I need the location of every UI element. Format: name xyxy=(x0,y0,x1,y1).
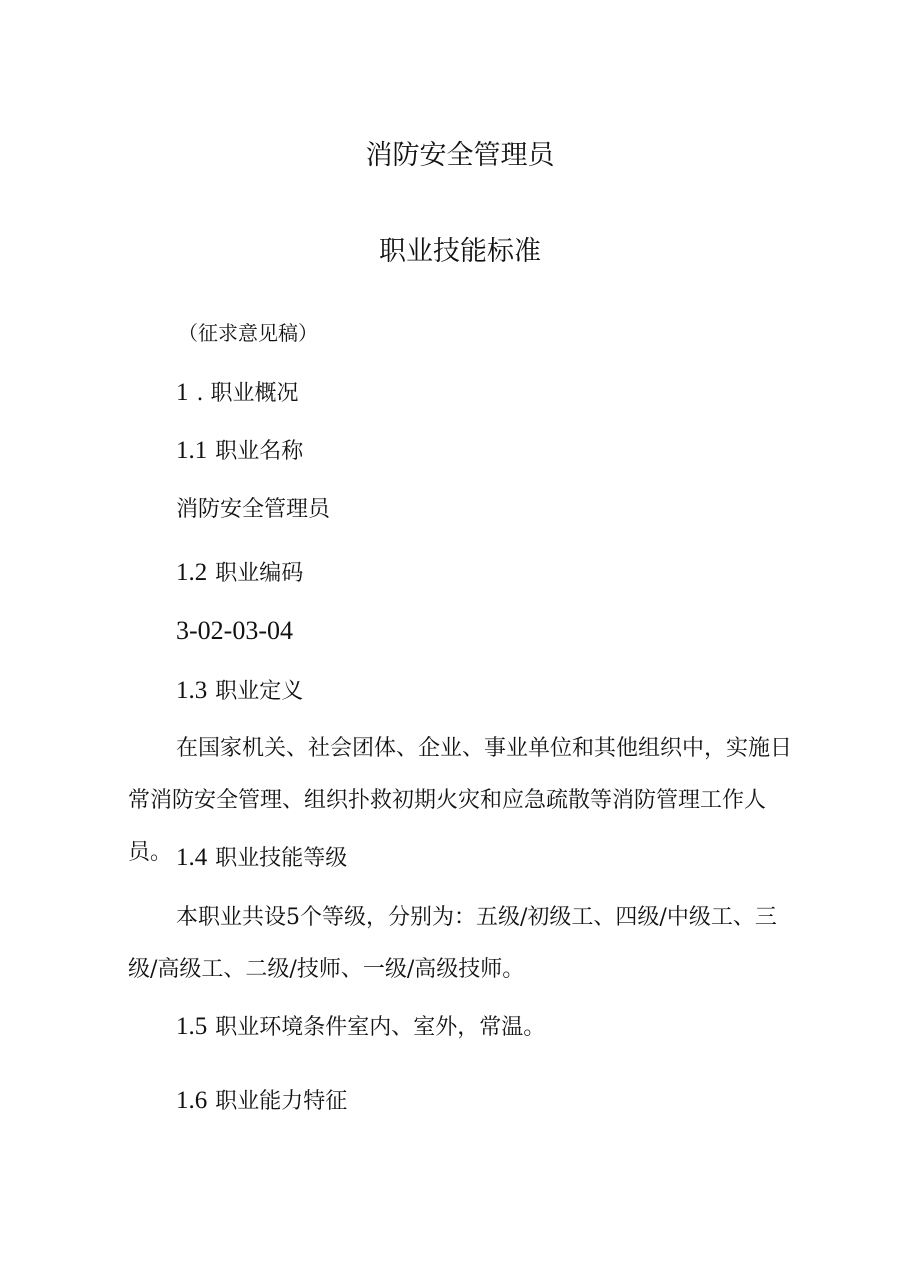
section-number: 1 xyxy=(176,379,189,406)
section-number: 1.6 xyxy=(176,1087,208,1114)
section-title: 职业技能等级 xyxy=(215,846,348,871)
section-title: 职业能力特征 xyxy=(215,1089,348,1114)
section-1-2-heading xyxy=(176,558,303,589)
document-subtitle: 职业技能标准 xyxy=(379,236,541,267)
section-1-4-heading xyxy=(176,843,347,874)
section-1-5-heading xyxy=(176,1012,545,1043)
skill-levels-text: 本职业共设5个等级，分别为：五级/初级工、四级/中级工、三级/高级工、二级/技师、一级/高级技师。 xyxy=(128,905,777,982)
occupation-definition: 在国家机关、社会团体、企业、事业单位和其他组织中，实施日常消防安全管理、组织扑救初期火灾和应急疏散等消防管理工作人员。 xyxy=(128,736,793,865)
section-1-3-heading xyxy=(176,676,303,707)
section-title: 职业编码 xyxy=(215,561,304,586)
section-1-heading xyxy=(176,378,299,409)
document-title: 消防安全管理员 xyxy=(365,140,555,171)
occupation-name: 消防安全管理员 xyxy=(176,497,331,522)
section-number: 1.4 xyxy=(176,844,208,871)
section-title: 职业定义 xyxy=(215,679,304,704)
occupation-code: 3-02-03-04 xyxy=(176,616,293,645)
section-title: 职业名称 xyxy=(215,439,304,464)
section-1-6-heading xyxy=(176,1086,347,1117)
section-1-1-heading xyxy=(176,436,303,467)
draft-note: （征求意见稿） xyxy=(178,321,318,345)
section-number: 1.5 xyxy=(176,1013,208,1040)
section-number: 1.2 xyxy=(176,559,208,586)
section-title: 职业环境条件室内、室外，常温。 xyxy=(215,1015,546,1040)
section-number: 1.3 xyxy=(176,677,208,704)
section-number: 1.1 xyxy=(176,437,208,464)
section-title: . 职业概况 xyxy=(196,381,299,406)
